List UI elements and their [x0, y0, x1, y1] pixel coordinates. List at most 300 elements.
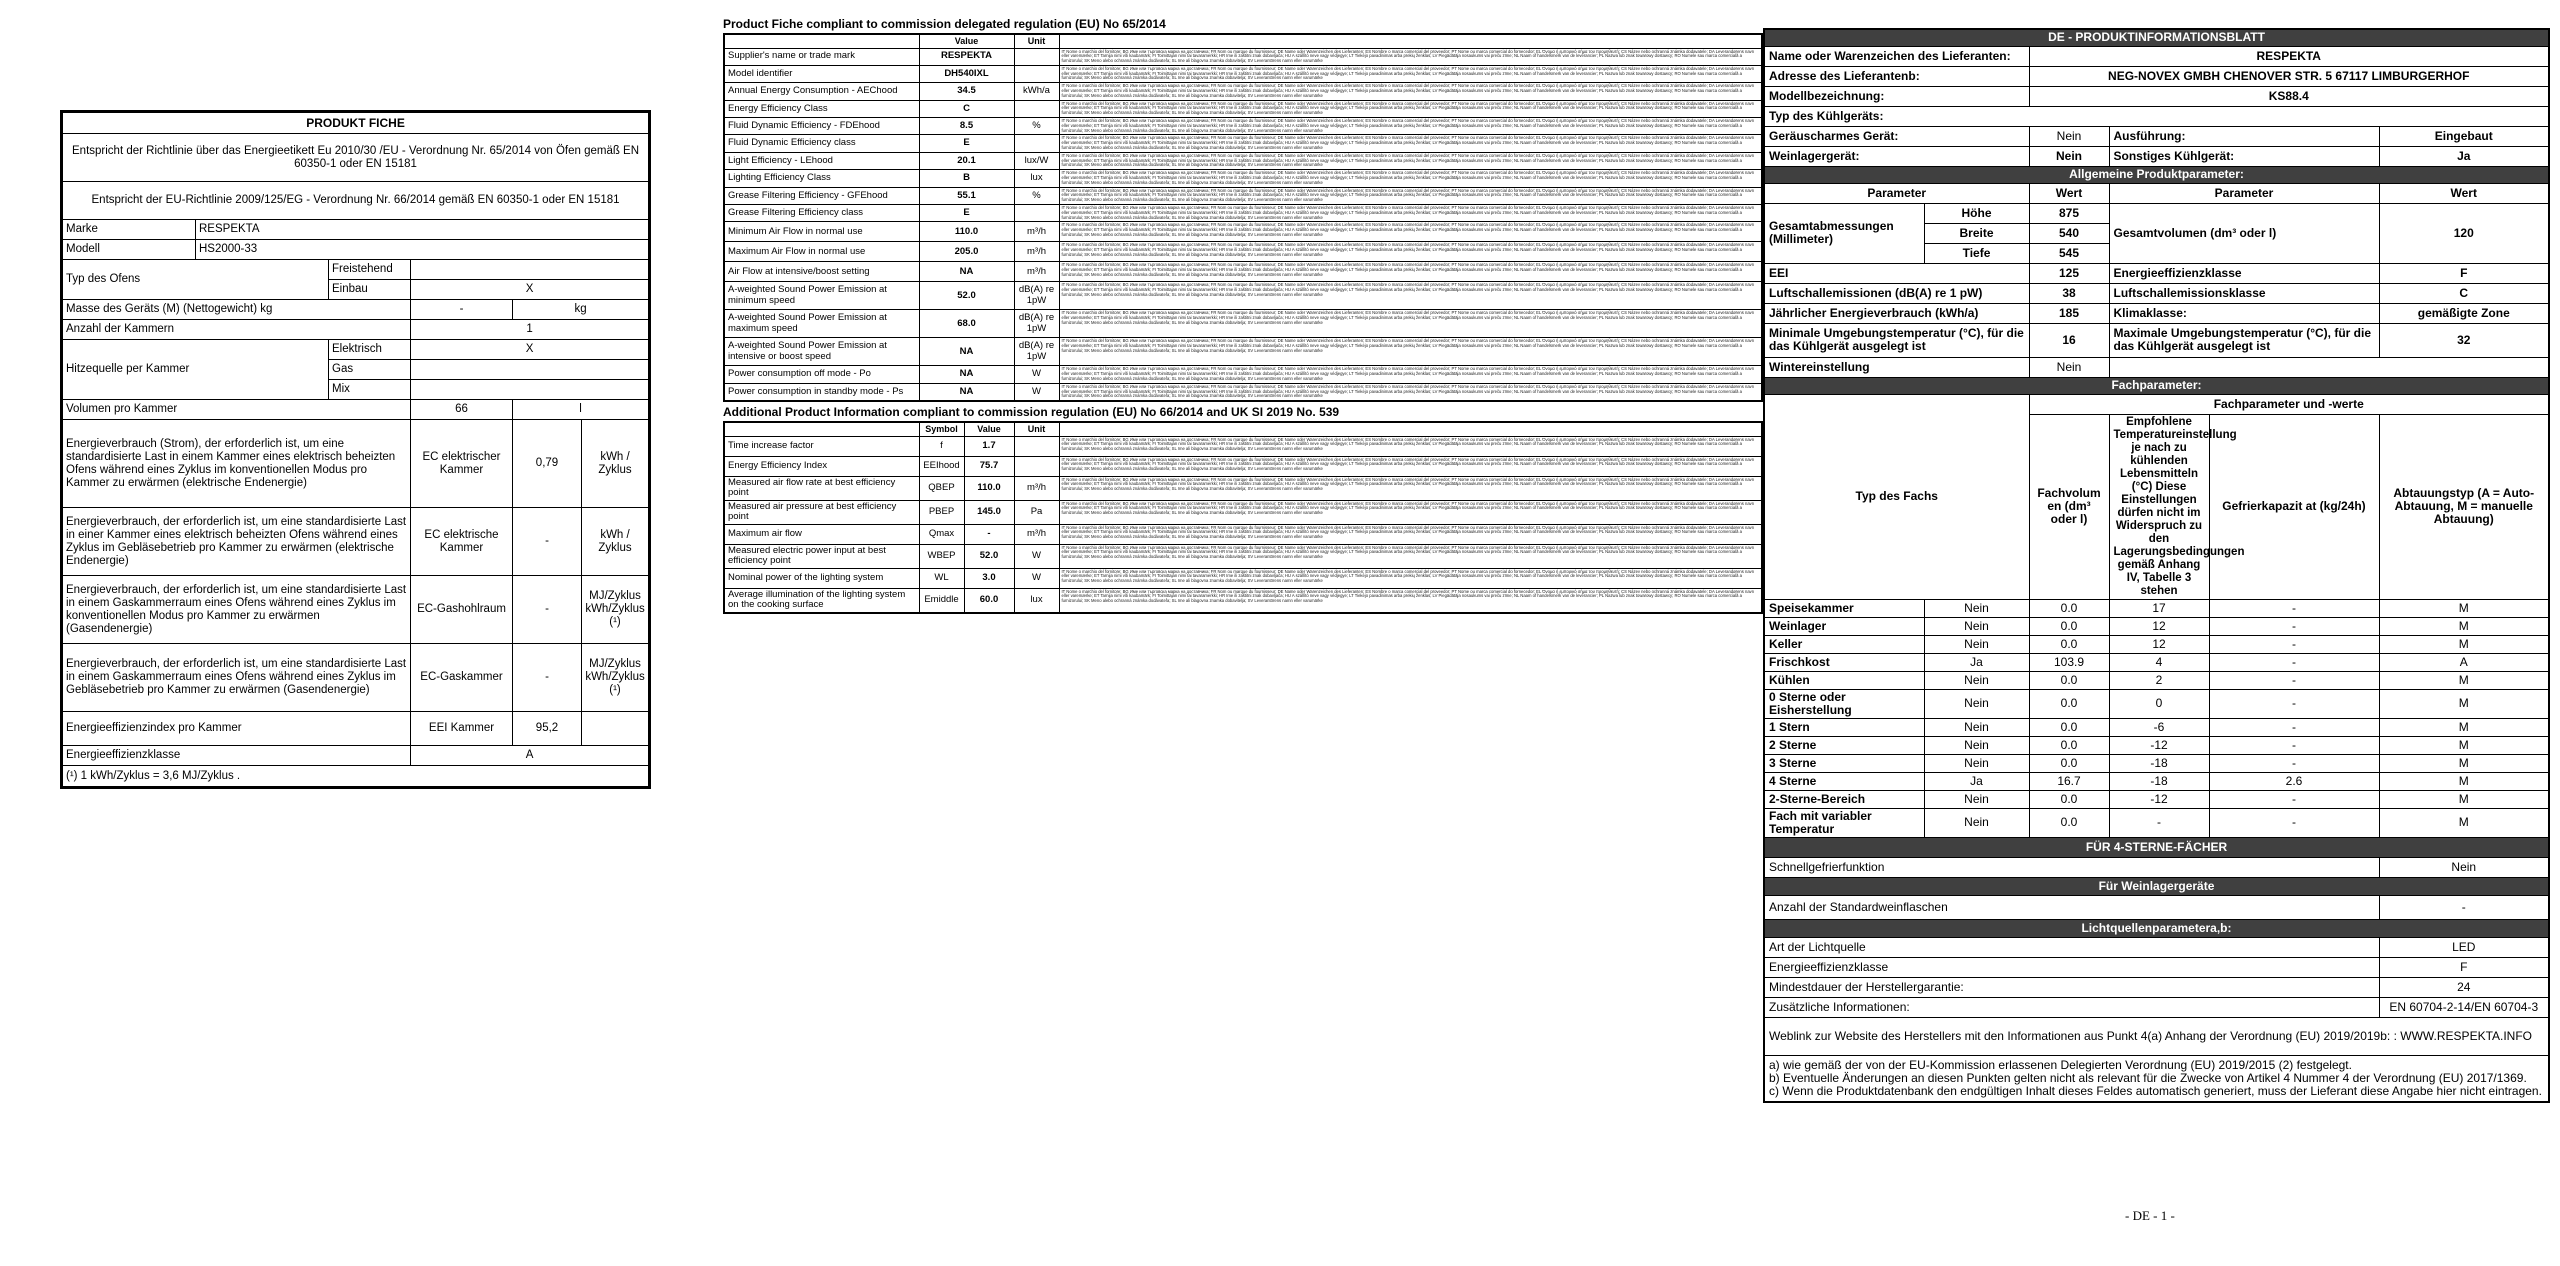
max-temp-value: 32 — [2379, 323, 2549, 357]
compartment-temp: -18 — [2109, 772, 2209, 790]
note-a: a) wie gemäß der von der EU-Kommission erlassenen Delegierten Verordnung (EU) 2019/2015 (2) festgelegt. — [1769, 1057, 2352, 1072]
row-label: Average illumination of the lighting system on the cooking surface — [724, 588, 919, 613]
hood-fiche-row — [724, 222, 1762, 242]
multilingual-text: IT Nome o marchio del fornitore; BG Име или търговска марка на доставчика; FR Nom ou marque du fournisseur; DE Name oder Warenzeichen des Lieferanten; ES Nombre o marca comercial del proveedor; PT Nome ou marca comercial do fornecedor; EL Όνομα ή εμπορικό σήμα του προμηθευτή; CS Název nebo ochranná známka dodavatele; DA Leverandørens navn eller varemærke; ET Tarnija nimi või kaubamärk; FI Toimittajan nimi tai tavaramerkki; HR Ime ili zaštitni znak dobavljača; HU A szállító neve vagy védjegye; LT Tiekėjo pavadinimas arba prekių ženklas; LV Piegādātāja nosaukums vai preču zīme; NL Naam of handelsmerk van de leverancier; PL Nazwa lub znak towarowy dostawcy; RO Numele sau marca comercială a furnizorului; SK Meno alebo ochranná známka dodávateľa; SL Ime ali blagovna znamka dobavitelja; SV Leverantörens namn eller varumärke — [1059, 282, 1762, 310]
row-value: E — [919, 205, 1014, 222]
row-label: Grease Filtering Efficiency - GFEhood — [724, 187, 919, 204]
row-unit: dB(A) re 1pW — [1014, 282, 1059, 310]
energy-class-value: F — [2379, 263, 2549, 283]
extra-info-label: Zusätzliche Informationen: — [1764, 997, 2379, 1017]
compartment-present: Nein — [1924, 617, 2029, 635]
row-label: Nominal power of the lighting system — [724, 568, 919, 588]
energy-class-value: A — [411, 746, 650, 766]
mass-unit: kg — [513, 300, 650, 320]
row-symbol: Emiddle — [919, 588, 964, 613]
compartment-name: 4 Sterne — [1764, 772, 1924, 790]
row-label: Light Efficiency - LEhood — [724, 152, 919, 169]
depth-label: Tiefe — [1924, 243, 2029, 263]
compartment-row — [1764, 689, 2549, 718]
row-unit: m³/h — [1014, 262, 1059, 282]
row-label: Time increase factor — [724, 436, 919, 456]
wine-storage-label: Weinlagergerät: — [1764, 146, 2029, 166]
additional-info-row — [724, 436, 1762, 456]
row-value: 1.7 — [964, 436, 1014, 456]
additional-info-row — [724, 544, 1762, 568]
footnote: (¹) 1 kWh/Zyklus = 3,6 MJ/Zyklus . — [62, 766, 650, 788]
row-value: 205.0 — [919, 242, 1014, 262]
multilingual-text: IT Nome o marchio del fornitore; BG Име или търговска марка на доставчика; FR Nom ou marque du fournisseur; DE Name oder Warenzeichen des Lieferanten; ES Nombre o marca comercial del proveedor; PT Nome ou marca comercial do fornecedor; EL Όνομα ή εμπορικό σήμα του προμηθευτή; CS Název nebo ochranná známka dodavatele; DA Leverandørens navn eller varemærke; ET Tarnija nimi või kaubamärk; FI Toimittajan nimi tai tavaramerkki; HR Ime ili zaštitni znak dobavljača; HU A szállító neve vagy védjegye; LT Tiekėjo pavadinimas arba prekių ženklas; LV Piegādātāja nosaukums vai preču zīme; NL Naam of handelsmerk van de leverancier; PL Nazwa lub znak towarowy dostawcy; RO Numele sau marca comercială a furnizorului; SK Meno alebo ochranná známka dodávateľa; SL Ime ali blagovna znamka dobavitelja; SV Leverantörens namn eller varumärke — [1059, 83, 1762, 100]
compartment-params-subheader: Fachparameter und -werte — [2029, 394, 2549, 414]
volume-unit: l — [513, 400, 650, 420]
builtin-mark: X — [411, 280, 650, 300]
fast-freeze-label: Schnellgefrierfunktion — [1764, 857, 2379, 877]
row-value: 55.1 — [919, 187, 1014, 204]
row-value: 34.5 — [919, 83, 1014, 100]
compartment-present: Nein — [1924, 671, 2029, 689]
row-label: Supplier's name or trade mark — [724, 48, 919, 65]
compartment-volume: 0.0 — [2029, 635, 2109, 653]
light-class-value: F — [2379, 957, 2549, 977]
volume-label: Gesamtvolumen (dm³ oder l) — [2109, 203, 2379, 263]
wine-storage-value: Nein — [2029, 146, 2109, 166]
hood-fiche-row — [724, 65, 1762, 82]
regulation-text-2: Entspricht der EU-Richtlinie 2009/125/EG - Verordnung Nr. 66/2014 gemäß EN 60350-1 oder EN 15181 — [62, 182, 650, 220]
hood-fiche-row — [724, 338, 1762, 366]
ec-electric-conventional-label: Energieverbrauch (Strom), der erforderlich ist, um eine standardisierte Last in einem Kammer eines elektrisch beheizten Ofens während eines Zyklus im konventionellen Modus pro Kammer zu erwärmen (elektrische Endenergie) — [62, 420, 411, 508]
row-unit: m³/h — [1014, 222, 1059, 242]
additional-info-row — [724, 500, 1762, 524]
builtin-label: Einbau — [329, 280, 411, 300]
compartment-volume: 16.7 — [2029, 772, 2109, 790]
row-unit: kWh/a — [1014, 83, 1059, 100]
design-label: Ausführung: — [2109, 126, 2379, 146]
row-label: Grease Filtering Efficiency class — [724, 205, 919, 222]
compartment-freeze: - — [2209, 617, 2379, 635]
design-value: Eingebaut — [2379, 126, 2549, 146]
value-header: Wert — [2029, 183, 2109, 203]
hood-fiche-row — [724, 118, 1762, 135]
general-params-bar: Allgemeine Produktparameter: — [1764, 166, 2549, 183]
min-temp-value: 16 — [2029, 323, 2109, 357]
row-symbol: Qmax — [919, 524, 964, 544]
row-label: Energy Efficiency Index — [724, 456, 919, 476]
additional-info-row — [724, 568, 1762, 588]
compartment-defrost: M — [2379, 617, 2549, 635]
compartment-temp: 12 — [2109, 635, 2209, 653]
wine-bottles-label: Anzahl der Standardweinflaschen — [1764, 895, 2379, 919]
model-id-label: Modellbezeichnung: — [1764, 86, 2029, 106]
multilingual-text: IT Nome o marchio del fornitore; BG Име или търговска марка на доставчика; FR Nom ou marque du fournisseur; DE Name oder Warenzeichen des Lieferanten; ES Nombre o marca comercial del proveedor; PT Nome ou marca comercial do fornecedor; EL Όνομα ή εμπορικό σήμα του προμηθευτή; CS Název nebo ochranná známka dodavatele; DA Leverandørens navn eller varemærke; ET Tarnija nimi või kaubamärk; FI Toimittajan nimi tai tavaramerkki; HR Ime ili zaštitni znak dobavljača; HU A szállító neve vagy védjegye; LT Tiekėjo pavadinimas arba prekių ženklas; LV Piegādātāja nosaukums vai preču zīme; NL Naam of handelsmerk van de leverancier; PL Nazwa lub znak towarowy dostawcy; RO Numele sau marca comercială a furnizorului; SK Meno alebo ochranná známka dodávateľa; SL Ime ali blagovna znamka dobavitelja; SV Leverantörens namn eller varumärke — [1059, 544, 1762, 568]
row-unit: % — [1014, 118, 1059, 135]
multilingual-text: IT Nome o marchio del fornitore; BG Име или търговска марка на доставчика; FR Nom ou marque du fournisseur; DE Name oder Warenzeichen des Lieferanten; ES Nombre o marca comercial del proveedor; PT Nome ou marca comercial do fornecedor; EL Όνομα ή εμπορικό σήμα του προμηθευτή; CS Název nebo ochranná známka dodavatele; DA Leverandørens navn eller varemærke; ET Tarnija nimi või kaubamärk; FI Toimittajan nimi tai tavaramerkki; HR Ime ili zaštitni znak dobavljača; HU A szállító neve vagy védjegye; LT Tiekėjo pavadinimas arba prekių ženklas; LV Piegādātāja nosaukums vai preču zīme; NL Naam of handelsmerk van de leverancier; PL Nazwa lub znak towarowy dostawcy; RO Numele sau marca comercială a furnizorului; SK Meno alebo ochranná známka dodávateľa; SL Ime ali blagovna znamka dobavitelja; SV Leverantörens namn eller varumärke — [1059, 65, 1762, 82]
row-unit — [1014, 48, 1059, 65]
multilingual-text: IT Nome o marchio del fornitore; BG Име или търговска марка на доставчика; FR Nom ou marque du fournisseur; DE Name oder Warenzeichen des Lieferanten; ES Nombre o marca comercial del proveedor; PT Nome ou marca comercial do fornecedor; EL Όνομα ή εμπορικό σήμα του προμηθευτή; CS Název nebo ochranná známka dodavatele; DA Leverandørens navn eller varemærke; ET Tarnija nimi või kaubamärk; FI Toimittajan nimi tai tavaramerkki; HR Ime ili zaštitni znak dobavljača; HU A szállító neve vagy védjegye; LT Tiekėjo pavadinimas arba prekių ženklas; LV Piegādātāja nosaukums vai preču zīme; NL Naam of handelsmerk van de leverancier; PL Nazwa lub znak towarowy dostawcy; RO Numele sau marca comercială a furnizorului; SK Meno alebo ochranná známka dodávateľa; SL Ime ali blagovna znamka dobavitelja; SV Leverantörens namn eller varumärke — [1059, 588, 1762, 613]
compartment-freeze: - — [2209, 736, 2379, 754]
compartment-row — [1764, 671, 2549, 689]
light-type-value: LED — [2379, 937, 2549, 957]
hood-fiche-row — [724, 48, 1762, 65]
compartment-defrost: M — [2379, 736, 2549, 754]
multilingual-text: IT Nome o marchio del fornitore; BG Име или търговска марка на доставчика; FR Nom ou marque du fournisseur; DE Name oder Warenzeichen des Lieferanten; ES Nombre o marca comercial del proveedor; PT Nome ou marca comercial do fornecedor; EL Όνομα ή εμπορικό σήμα του προμηθευτή; CS Název nebo ochranná známka dodavatele; DA Leverandørens navn eller varemærke; ET Tarnija nimi või kaubamärk; FI Toimittajan nimi tai tavaramerkki; HR Ime ili zaštitni znak dobavljača; HU A szállító neve vagy védjegye; LT Tiekėjo pavadinimas arba prekių ženklas; LV Piegādātāja nosaukums vai preču zīme; NL Naam of handelsmerk van de leverancier; PL Nazwa lub znak towarowy dostawcy; RO Numele sau marca comercială a furnizorului; SK Meno alebo ochranná známka dodávateľa; SL Ime ali blagovna znamka dobavitelja; SV Leverantörens namn eller varumärke — [1059, 222, 1762, 242]
row-unit: dB(A) re 1pW — [1014, 338, 1059, 366]
multilingual-text: IT Nome o marchio del fornitore; BG Име или търговска марка на доставчика; FR Nom ou marque du fournisseur; DE Name oder Warenzeichen des Lieferanten; ES Nombre o marca comercial del proveedor; PT Nome ou marca comercial do fornecedor; EL Όνομα ή εμπορικό σήμα του προμηθευτή; CS Název nebo ochranná známka dodavatele; DA Leverandørens navn eller varemærke; ET Tarnija nimi või kaubamärk; FI Toimittajan nimi tai tavaramerkki; HR Ime ili zaštitni znak dobavljača; HU A szállító neve vagy védjegye; LT Tiekėjo pavadinimas arba prekių ženklas; LV Piegādātāja nosaukums vai preču zīme; NL Naam of handelsmerk van de leverancier; PL Nazwa lub znak towarowy dostawcy; RO Numele sau marca comercială a furnizorului; SK Meno alebo ochranná známka dodávateľa; SL Ime ali blagovna znamka dobavitelja; SV Leverantörens namn eller varumärke — [1059, 338, 1762, 366]
page-number: - DE - 1 - — [2125, 1208, 2175, 1223]
appliance-type-label: Typ des Kühlgeräts: — [1764, 106, 2549, 126]
quiet-value: Nein — [2029, 126, 2109, 146]
row-value: 60.0 — [964, 588, 1014, 613]
compartment-defrost: M — [2379, 808, 2549, 837]
compartment-volume: 0.0 — [2029, 599, 2109, 617]
ec-electric-conventional-unit: kWh / Zyklus — [582, 420, 650, 508]
row-value: 8.5 — [919, 118, 1014, 135]
multilingual-text: IT Nome o marchio del fornitore; BG Име или търговска марка на доставчика; FR Nom ou marque du fournisseur; DE Name oder Warenzeichen des Lieferanten; ES Nombre o marca comercial del proveedor; PT Nome ou marca comercial do fornecedor; EL Όνομα ή εμπορικό σήμα του προμηθευτή; CS Název nebo ochranná známka dodavatele; DA Leverandørens navn eller varemærke; ET Tarnija nimi või kaubamärk; FI Toimittajan nimi tai tavaramerkki; HR Ime ili zaštitni znak dobavljača; HU A szállító neve vagy védjegye; LT Tiekėjo pavadinimas arba prekių ženklas; LV Piegādātāja nosaukums vai preču zīme; NL Naam of handelsmerk van de leverancier; PL Nazwa lub znak towarowy dostawcy; RO Numele sau marca comercială a furnizorului; SK Meno alebo ochranná známka dodávateľa; SL Ime ali blagovna znamka dobavitelja; SV Leverantörens namn eller varumärke — [1059, 436, 1762, 456]
compartment-present: Ja — [1924, 772, 2029, 790]
compartment-row — [1764, 736, 2549, 754]
row-label: Measured electric power input at best efficiency point — [724, 544, 919, 568]
warranty-value: 24 — [2379, 977, 2549, 997]
hood-fiche-row — [724, 100, 1762, 117]
row-label: Lighting Efficiency Class — [724, 170, 919, 187]
energy-class-label: Energieeffizienzklasse — [62, 746, 411, 766]
compartment-volume: 0.0 — [2029, 790, 2109, 808]
row-label: A-weighted Sound Power Emission at maximum speed — [724, 310, 919, 338]
quiet-label: Geräuscharmes Gerät: — [1764, 126, 2029, 146]
compartment-name: Frischkost — [1764, 653, 1924, 671]
multilingual-text: IT Nome o marchio del fornitore; BG Име или търговска марка на доставчика; FR Nom ou marque du fournisseur; DE Name oder Warenzeichen des Lieferanten; ES Nombre o marca comercial del proveedor; PT Nome ou marca comercial do fornecedor; EL Όνομα ή εμπορικό σήμα του προμηθευτή; CS Název nebo ochranná známka dodavatele; DA Leverandørens navn eller varemærke; ET Tarnija nimi või kaubamärk; FI Toimittajan nimi tai tavaramerkki; HR Ime ili zaštitni znak dobavljača; HU A szállító neve vagy védjegye; LT Tiekėjo pavadinimas arba prekių ženklas; LV Piegādātāja nosaukums vai preču zīme; NL Naam of handelsmerk van de leverancier; PL Nazwa lub znak towarowy dostawcy; RO Numele sau marca comercială a furnizorului; SK Meno alebo ochranná známka dodávateľa; SL Ime ali blagovna znamka dobavitelja; SV Leverantörens namn eller varumärke — [1059, 366, 1762, 383]
row-unit: W — [1014, 366, 1059, 383]
row-label: Annual Energy Consumption - AEChood — [724, 83, 919, 100]
col-value-header: Value — [919, 34, 1014, 48]
compartment-present: Nein — [1924, 754, 2029, 772]
row-unit: m³/h — [1014, 524, 1059, 544]
light-class-label: Energieeffizienzklasse — [1764, 957, 2379, 977]
light-source-bar: Lichtquellenparametera,b: — [1764, 919, 2549, 937]
row-unit — [1014, 436, 1059, 456]
compartment-type-header: Typ des Fachs — [1764, 394, 2029, 599]
address-value: NEG-NOVEX GMBH CHENOVER STR. 5 67117 LIMBURGERHOF — [2029, 66, 2549, 86]
row-value: C — [919, 100, 1014, 117]
compartment-volume: 0.0 — [2029, 754, 2109, 772]
annual-energy-label: Jährlicher Energieverbrauch (kWh/a) — [1764, 303, 2029, 323]
supplier-label: Name oder Warenzeichen des Lieferanten: — [1764, 46, 2029, 66]
compartment-volume: 0.0 — [2029, 736, 2109, 754]
compartment-volume: 0.0 — [2029, 617, 2109, 635]
compartment-defrost: M — [2379, 790, 2549, 808]
compartment-temp: -12 — [2109, 736, 2209, 754]
multilingual-text: IT Nome o marchio del fornitore; BG Име или търговска марка на доставчика; FR Nom ou marque du fournisseur; DE Name oder Warenzeichen des Lieferanten; ES Nombre o marca comercial del proveedor; PT Nome ou marca comercial do fornecedor; EL Όνομα ή εμπορικό σήμα του προμηθευτή; CS Název nebo ochranná známka dodavatele; DA Leverandørens navn eller varemærke; ET Tarnija nimi või kaubamärk; FI Toimittajan nimi tai tavaramerkki; HR Ime ili zaštitni znak dobavljača; HU A szállító neve vagy védjegye; LT Tiekėjo pavadinimas arba prekių ženklas; LV Piegādātāja nosaukums vai preču zīme; NL Naam of handelsmerk van de leverancier; PL Nazwa lub znak towarowy dostawcy; RO Numele sau marca comercială a furnizorului; SK Meno alebo ochranná známka dodávateľa; SL Ime ali blagovna znamka dobavitelja; SV Leverantörens namn eller varumärke — [1059, 568, 1762, 588]
freestanding-label: Freistehend — [329, 260, 411, 280]
defrost-type-header: Abtauungstyp (A = Auto-Abtauung, M = manuelle Abtauung) — [2379, 414, 2549, 599]
compartment-temp: - — [2109, 808, 2209, 837]
extra-info-value: EN 60704-2-14/EN 60704-3 — [2379, 997, 2549, 1017]
additional-info-row — [724, 524, 1762, 544]
row-unit: W — [1014, 544, 1059, 568]
noise-class-value: C — [2379, 283, 2549, 303]
compartment-present: Nein — [1924, 718, 2029, 736]
additional-info-row — [724, 456, 1762, 476]
row-label: Maximum Air Flow in normal use — [724, 242, 919, 262]
row-value: 52.0 — [919, 282, 1014, 310]
row-value: RESPEKTA — [919, 48, 1014, 65]
compartment-present: Nein — [1924, 790, 2029, 808]
ec-gas-fan-symbol: EC-Gaskammer — [411, 644, 513, 712]
row-unit: dB(A) re 1pW — [1014, 310, 1059, 338]
row-unit — [1014, 65, 1059, 82]
hood-fiche-row — [724, 262, 1762, 282]
electric-mark: X — [411, 340, 650, 360]
address-label: Adresse des Lieferantenb: — [1764, 66, 2029, 86]
compartment-name: 2-Sterne-Bereich — [1764, 790, 1924, 808]
compartment-volume: 0.0 — [2029, 671, 2109, 689]
ec-gas-fan-label: Energieverbrauch, der erforderlich ist, um eine standardisierte Last in einem Gaskammerraum eines Ofens während eines Zyklus im Gebläsebetrieb pro Kammer zu erwärmen (Gasendenergie) — [62, 644, 411, 712]
multilingual-text: IT Nome o marchio del fornitore; BG Име или търговска марка на доставчика; FR Nom ou marque du fournisseur; DE Name oder Warenzeichen des Lieferanten; ES Nombre o marca comercial del proveedor; PT Nome ou marca comercial do fornecedor; EL Όνομα ή εμπορικό σήμα του προμηθευτή; CS Název nebo ochranná známka dodavatele; DA Leverandørens navn eller varemærke; ET Tarnija nimi või kaubamärk; FI Toimittajan nimi tai tavaramerkki; HR Ime ili zaštitni znak dobavljača; HU A szállító neve vagy védjegye; LT Tiekėjo pavadinimas arba prekių ženklas; LV Piegādātāja nosaukums vai preču zīme; NL Naam of handelsmerk van de leverancier; PL Nazwa lub znak towarowy dostawcy; RO Numele sau marca comercială a furnizorului; SK Meno alebo ochranná známka dodávateľa; SL Ime ali blagovna znamka dobavitelja; SV Leverantörens namn eller varumärke — [1059, 205, 1762, 222]
additional-info-row — [724, 476, 1762, 500]
dimensions-label: Gesamtabmessungen (Millimeter) — [1764, 203, 1924, 263]
model-id-value: KS88.4 — [2029, 86, 2549, 106]
max-temp-label: Maximale Umgebungstemperatur (°C), für die das Kühlgerät ausgelegt ist — [2109, 323, 2379, 357]
supplier-value: RESPEKTA — [2029, 46, 2549, 66]
param-header-2: Parameter — [2109, 183, 2379, 203]
hood-fiche-row — [724, 152, 1762, 169]
multilingual-text: IT Nome o marchio del fornitore; BG Име или търговска марка на доставчика; FR Nom ou marque du fournisseur; DE Name oder Warenzeichen des Lieferanten; ES Nombre o marca comercial del proveedor; PT Nome ou marca comercial do fornecedor; EL Όνομα ή εμπορικό σήμα του προμηθευτή; CS Název nebo ochranná známka dodavatele; DA Leverandørens navn eller varemærke; ET Tarnija nimi või kaubamärk; FI Toimittajan nimi tai tavaramerkki; HR Ime ili zaštitni znak dobavljača; HU A szállító neve vagy védjegye; LT Tiekėjo pavadinimas arba prekių ženklas; LV Piegādātāja nosaukums vai preču zīme; NL Naam of handelsmerk van de leverancier; PL Nazwa lub znak towarowy dostawcy; RO Numele sau marca comercială a furnizorului; SK Meno alebo ochranná známka dodávateľa; SL Ime ali blagovna znamka dobavitelja; SV Leverantörens namn eller varumärke — [1059, 262, 1762, 282]
hood-fiche-row — [724, 170, 1762, 187]
compartment-temp: -6 — [2109, 718, 2209, 736]
hood-fiche-row — [724, 135, 1762, 152]
compartment-temp: 0 — [2109, 689, 2209, 718]
compartment-defrost: M — [2379, 635, 2549, 653]
note-b: b) Eventuelle Änderungen an diesen Punkten gelten nicht als relevant für die Zwecke von Artikel 4 Nummer 4 der Verordnung (EU) 2017/1369. — [1769, 1070, 2527, 1085]
row-value: 52.0 — [964, 544, 1014, 568]
recommended-temp-header: Empfohlene Temperatureinstellung je nach zu kühlenden Lebensmitteln (°C) Diese Einstellungen dürfen nicht im Widerspruch zu den Lagerungsbedingungen gemäß Anhang IV, Tabelle 3 stehen — [2109, 414, 2209, 599]
compartment-present: Nein — [1924, 635, 2029, 653]
warranty-label: Mindestdauer der Herstellergarantie: — [1764, 977, 2379, 997]
additional-info-row — [724, 588, 1762, 613]
compartment-present: Nein — [1924, 808, 2029, 837]
volume-value: 66 — [411, 400, 513, 420]
compartment-freeze: - — [2209, 653, 2379, 671]
other-appliance-value: Ja — [2379, 146, 2549, 166]
ec-gas-conventional-symbol: EC-Gashohlraum — [411, 576, 513, 644]
row-label: Measured air flow rate at best efficiency point — [724, 476, 919, 500]
ec-gas-conventional-unit: MJ/Zyklus kWh/Zyklus (¹) — [582, 576, 650, 644]
row-value: B — [919, 170, 1014, 187]
col-unit-header: Unit — [1014, 34, 1059, 48]
row-value: NA — [919, 383, 1014, 401]
row-unit: lux — [1014, 170, 1059, 187]
fast-freeze-value: Nein — [2379, 857, 2549, 877]
sheet-title: DE - PRODUKTINFORMATIONSBLATT — [1764, 29, 2549, 46]
noise-class-label: Luftschallemissionsklasse — [2109, 283, 2379, 303]
compartment-volume: 0.0 — [2029, 718, 2109, 736]
compartment-volume: 103.9 — [2029, 653, 2109, 671]
compartment-name: Speisekammer — [1764, 599, 1924, 617]
row-value: - — [964, 524, 1014, 544]
row-label: Power consumption in standby mode - Ps — [724, 383, 919, 401]
compartment-row — [1764, 635, 2549, 653]
row-label: Minimum Air Flow in normal use — [724, 222, 919, 242]
compartment-name: 0 Sterne oder Eisherstellung — [1764, 689, 1924, 718]
row-label: Measured air pressure at best efficiency point — [724, 500, 919, 524]
compartment-temp: -12 — [2109, 790, 2209, 808]
row-value: 3.0 — [964, 568, 1014, 588]
row-label: A-weighted Sound Power Emission at intensive or boost speed — [724, 338, 919, 366]
hood-fiche-row — [724, 83, 1762, 100]
hood-fiche-row — [724, 282, 1762, 310]
climate-class-value: gemäßigte Zone — [2379, 303, 2549, 323]
compartment-temp: 12 — [2109, 617, 2209, 635]
hood-fiche-title: Product Fiche compliant to commission delegated regulation (EU) No 65/2014 — [723, 17, 1166, 31]
col-symbol-header: Symbol — [919, 422, 964, 436]
compartment-present: Nein — [1924, 689, 2029, 718]
brand-value: RESPEKTA — [196, 220, 650, 240]
col-unit-header-2: Unit — [1014, 422, 1059, 436]
compartment-temp: -18 — [2109, 754, 2209, 772]
oven-type-label: Typ des Ofens — [62, 260, 329, 300]
mix-label: Mix — [329, 380, 411, 400]
row-value: DH540IXL — [919, 65, 1014, 82]
compartment-defrost: M — [2379, 772, 2549, 790]
noise-value: 38 — [2029, 283, 2109, 303]
multilingual-text: IT Nome o marchio del fornitore; BG Име или търговска марка на доставчика; FR Nom ou marque du fournisseur; DE Name oder Warenzeichen des Lieferanten; ES Nombre o marca comercial del proveedor; PT Nome ou marca comercial do fornecedor; EL Όνομα ή εμπορικό σήμα του προμηθευτή; CS Název nebo ochranná známka dodavatele; DA Leverandørens navn eller varemærke; ET Tarnija nimi või kaubamärk; FI Toimittajan nimi tai tavaramerkki; HR Ime ili zaštitni znak dobavljača; HU A szállító neve vagy védjegye; LT Tiekėjo pavadinimas arba prekių ženklas; LV Piegādātāja nosaukums vai preču zīme; NL Naam of handelsmerk van de leverancier; PL Nazwa lub znak towarowy dostawcy; RO Numele sau marca comercială a furnizorului; SK Meno alebo ochranná známka dodávateľa; SL Ime ali blagovna znamka dobavitelja; SV Leverantörens namn eller varumärke — [1059, 118, 1762, 135]
note-c: c) Wenn die Produktdatenbank den endgültigen Inhalt dieses Feldes automatisch generiert, muss der Lieferant diese Angabe hier nicht eintragen. — [1769, 1083, 2542, 1098]
compartment-freeze: - — [2209, 808, 2379, 837]
compartment-freeze: - — [2209, 599, 2379, 617]
row-unit — [1014, 100, 1059, 117]
compartment-name: Keller — [1764, 635, 1924, 653]
compartment-temp: 2 — [2109, 671, 2209, 689]
width-label: Breite — [1924, 223, 2029, 243]
row-value: E — [919, 135, 1014, 152]
row-unit: Pa — [1014, 500, 1059, 524]
hood-fiche-row — [724, 310, 1762, 338]
row-symbol: f — [919, 436, 964, 456]
compartment-row — [1764, 617, 2549, 635]
wine-bottles-value: - — [2379, 895, 2549, 919]
four-star-bar: FÜR 4-STERNE-FÄCHER — [1764, 837, 2549, 857]
compartment-freeze: - — [2209, 754, 2379, 772]
compartment-name: Kühlen — [1764, 671, 1924, 689]
row-label: Power consumption off mode - Po — [724, 366, 919, 383]
multilingual-text: IT Nome o marchio del fornitore; BG Име или търговска марка на доставчика; FR Nom ou marque du fournisseur; DE Name oder Warenzeichen des Lieferanten; ES Nombre o marca comercial del proveedor; PT Nome ou marca comercial do fornecedor; EL Όνομα ή εμπορικό σήμα του προμηθευτή; CS Název nebo ochranná známka dodavatele; DA Leverandørens navn eller varemærke; ET Tarnija nimi või kaubamärk; FI Toimittajan nimi tai tavaramerkki; HR Ime ili zaštitni znak dobavljača; HU A szállító neve vagy védjegye; LT Tiekėjo pavadinimas arba prekių ženklas; LV Piegādātāja nosaukums vai preču zīme; NL Naam of handelsmerk van de leverancier; PL Nazwa lub znak towarowy dostawcy; RO Numele sau marca comercială a furnizorului; SK Meno alebo ochranná známka dodávateľa; SL Ime ali blagovna znamka dobavitelja; SV Leverantörens namn eller varumärke — [1059, 476, 1762, 500]
col-value-header-2: Value — [964, 422, 1014, 436]
hood-fiche-row — [724, 242, 1762, 262]
winter-setting-value: Nein — [2029, 357, 2109, 377]
model-label: Modell — [62, 240, 196, 260]
weblink-text: Weblink zur Website des Herstellers mit den Informationen aus Punkt 4(a) Anhang der Verordnung (EU) 2019/2019b: : WWW.RESPEKTA.INFO — [1764, 1017, 2549, 1055]
compartment-defrost: M — [2379, 671, 2549, 689]
compartment-present: Ja — [1924, 653, 2029, 671]
multilingual-text: IT Nome o marchio del fornitore; BG Име или търговска марка на доставчика; FR Nom ou marque du fournisseur; DE Name oder Warenzeichen des Lieferanten; ES Nombre o marca comercial del proveedor; PT Nome ou marca comercial do fornecedor; EL Όνομα ή εμπορικό σήμα του προμηθευτή; CS Název nebo ochranná známka dodavatele; DA Leverandørens navn eller varemærke; ET Tarnija nimi või kaubamärk; FI Toimittajan nimi tai tavaramerkki; HR Ime ili zaštitni znak dobavljača; HU A szállító neve vagy védjegye; LT Tiekėjo pavadinimas arba prekių ženklas; LV Piegādātāja nosaukums vai preču zīme; NL Naam of handelsmerk van de leverancier; PL Nazwa lub znak towarowy dostawcy; RO Numele sau marca comercială a furnizorului; SK Meno alebo ochranná známka dodávateľa; SL Ime ali blagovna znamka dobavitelja; SV Leverantörens namn eller varumärke — [1059, 456, 1762, 476]
volume-value: 120 — [2379, 203, 2549, 263]
row-unit — [1014, 205, 1059, 222]
heat-source-label: Hitzequelle per Kammer — [62, 340, 329, 400]
multilingual-text: IT Nome o marchio del fornitore; BG Име или търговска марка на доставчика; FR Nom ou marque du fournisseur; DE Name oder Warenzeichen des Lieferanten; ES Nombre o marca comercial del proveedor; PT Nome ou marca comercial do fornecedor; EL Όνομα ή εμπορικό σήμα του προμηθευτή; CS Název nebo ochranná známka dodavatele; DA Leverandørens navn eller varemærke; ET Tarnija nimi või kaubamärk; FI Toimittajan nimi tai tavaramerkki; HR Ime ili zaštitni znak dobavljača; HU A szállító neve vagy védjegye; LT Tiekėjo pavadinimas arba prekių ženklas; LV Piegādātāja nosaukums vai preču zīme; NL Naam of handelsmerk van de leverancier; PL Nazwa lub znak towarowy dostawcy; RO Numele sau marca comercială a furnizorului; SK Meno alebo ochranná známka dodávateľa; SL Ime ali blagovna znamka dobavitelja; SV Leverantörens namn eller varumärke — [1059, 500, 1762, 524]
row-unit: lux/W — [1014, 152, 1059, 169]
row-symbol: EEIhood — [919, 456, 964, 476]
hood-fiche-row — [724, 187, 1762, 204]
height-value: 875 — [2029, 203, 2109, 223]
eei-symbol: EEI Kammer — [411, 712, 513, 746]
multilingual-text: IT Nome o marchio del fornitore; BG Име или търговска марка на доставчика; FR Nom ou marque du fournisseur; DE Name oder Warenzeichen des Lieferanten; ES Nombre o marca comercial del proveedor; PT Nome ou marca comercial do fornecedor; EL Όνομα ή εμπορικό σήμα του προμηθευτή; CS Název nebo ochranná známka dodavatele; DA Leverandørens navn eller varemærke; ET Tarnija nimi või kaubamärk; FI Toimittajan nimi tai tavaramerkki; HR Ime ili zaštitni znak dobavljača; HU A szállító neve vagy védjegye; LT Tiekėjo pavadinimas arba prekių ženklas; LV Piegādātāja nosaukums vai preču zīme; NL Naam of handelsmerk van de leverancier; PL Nazwa lub znak towarowy dostawcy; RO Numele sau marca comercială a furnizorului; SK Meno alebo ochranná známka dodávateľa; SL Ime ali blagovna znamka dobavitelja; SV Leverantörens namn eller varumärke — [1059, 242, 1762, 262]
hood-fiche-row — [724, 205, 1762, 222]
param-header: Parameter — [1764, 183, 2029, 203]
eei-value: 95,2 — [513, 712, 582, 746]
hood-product-fiche — [723, 16, 1763, 614]
volume-label: Volumen pro Kammer — [62, 400, 411, 420]
compartment-name: 2 Sterne — [1764, 736, 1924, 754]
row-label: Air Flow at intensive/boost setting — [724, 262, 919, 282]
multilingual-text: IT Nome o marchio del fornitore; BG Име или търговска марка на доставчика; FR Nom ou marque du fournisseur; DE Name oder Warenzeichen des Lieferanten; ES Nombre o marca comercial del proveedor; PT Nome ou marca comercial do fornecedor; EL Όνομα ή εμπορικό σήμα του προμηθευτή; CS Název nebo ochranná známka dodavatele; DA Leverandørens navn eller varemærke; ET Tarnija nimi või kaubamärk; FI Toimittajan nimi tai tavaramerkki; HR Ime ili zaštitni znak dobavljača; HU A szállító neve vagy védjegye; LT Tiekėjo pavadinimas arba prekių ženklas; LV Piegādātāja nosaukums vai preču zīme; NL Naam of handelsmerk van de leverancier; PL Nazwa lub znak towarowy dostawcy; RO Numele sau marca comercială a furnizorului; SK Meno alebo ochranná známka dodávateľa; SL Ime ali blagovna znamka dobavitelja; SV Leverantörens namn eller varumärke — [1059, 383, 1762, 401]
compartment-volume: 0.0 — [2029, 808, 2109, 837]
compartment-freeze: 2.6 — [2209, 772, 2379, 790]
compartment-defrost: A — [2379, 653, 2549, 671]
multilingual-text: IT Nome o marchio del fornitore; BG Име или търговска марка на доставчика; FR Nom ou marque du fournisseur; DE Name oder Warenzeichen des Lieferanten; ES Nombre o marca comercial del proveedor; PT Nome ou marca comercial do fornecedor; EL Όνομα ή εμπορικό σήμα του προμηθευτή; CS Název nebo ochranná známka dodavatele; DA Leverandørens navn eller varemærke; ET Tarnija nimi või kaubamärk; FI Toimittajan nimi tai tavaramerkki; HR Ime ili zaštitni znak dobavljača; HU A szállító neve vagy védjegye; LT Tiekėjo pavadinimas arba prekių ženklas; LV Piegādātāja nosaukums vai preču zīme; NL Naam of handelsmerk van de leverancier; PL Nazwa lub znak towarowy dostawcy; RO Numele sau marca comercială a furnizorului; SK Meno alebo ochranná známka dodávateľa; SL Ime ali blagovna znamka dobavitelja; SV Leverantörens namn eller varumärke — [1059, 310, 1762, 338]
row-value: 68.0 — [919, 310, 1014, 338]
value-header-2: Wert — [2379, 183, 2549, 203]
row-value: 145.0 — [964, 500, 1014, 524]
width-value: 540 — [2029, 223, 2109, 243]
row-unit: W — [1014, 568, 1059, 588]
mass-label: Masse des Geräts (M) (Nettogewicht) kg — [62, 300, 411, 320]
chambers-label: Anzahl der Kammern — [62, 320, 411, 340]
compartment-present: Nein — [1924, 599, 2029, 617]
fridge-product-info-sheet — [1763, 28, 2548, 1103]
eei-value: 125 — [2029, 263, 2109, 283]
energy-class-label: Energieeffizienzklasse — [2109, 263, 2379, 283]
hood-fiche-row — [724, 366, 1762, 383]
compartment-defrost: M — [2379, 599, 2549, 617]
gas-label: Gas — [329, 360, 411, 380]
compartment-freeze: - — [2209, 790, 2379, 808]
row-label: Fluid Dynamic Efficiency - FDEhood — [724, 118, 919, 135]
row-label: Energy Efficiency Class — [724, 100, 919, 117]
compartment-defrost: M — [2379, 689, 2549, 718]
compartment-row — [1764, 754, 2549, 772]
ec-gas-conventional-value: - — [513, 576, 582, 644]
row-value: 110.0 — [964, 476, 1014, 500]
compartment-defrost: M — [2379, 754, 2549, 772]
multilingual-text: IT Nome o marchio del fornitore; BG Име или търговска марка на доставчика; FR Nom ou marque du fournisseur; DE Name oder Warenzeichen des Lieferanten; ES Nombre o marca comercial del proveedor; PT Nome ou marca comercial do fornecedor; EL Όνομα ή εμπορικό σήμα του προμηθευτή; CS Název nebo ochranná známka dodavatele; DA Leverandørens navn eller varemærke; ET Tarnija nimi või kaubamärk; FI Toimittajan nimi tai tavaramerkki; HR Ime ili zaštitni znak dobavljača; HU A szállító neve vagy védjegye; LT Tiekėjo pavadinimas arba prekių ženklas; LV Piegādātāja nosaukums vai preču zīme; NL Naam of handelsmerk van de leverancier; PL Nazwa lub znak towarowy dostawcy; RO Numele sau marca comercială a furnizorului; SK Meno alebo ochranná známka dodávateľa; SL Ime ali blagovna znamka dobavitelja; SV Leverantörens namn eller varumärke — [1059, 135, 1762, 152]
row-unit — [1014, 456, 1059, 476]
compartment-temp: 4 — [2109, 653, 2209, 671]
row-symbol: QBEP — [919, 476, 964, 500]
fiche-title: PRODUKT FICHE — [62, 112, 650, 134]
ec-electric-fan-value: - — [513, 508, 582, 576]
multilingual-text: IT Nome o marchio del fornitore; BG Име или търговска марка на доставчика; FR Nom ou marque du fournisseur; DE Name oder Warenzeichen des Lieferanten; ES Nombre o marca comercial del proveedor; PT Nome ou marca comercial do fornecedor; EL Όνομα ή εμπορικό σήμα του προμηθευτή; CS Název nebo ochranná známka dodavatele; DA Leverandørens navn eller varemærke; ET Tarnija nimi või kaubamärk; FI Toimittajan nimi tai tavaramerkki; HR Ime ili zaštitni znak dobavljača; HU A szállító neve vagy védjegye; LT Tiekėjo pavadinimas arba prekių ženklas; LV Piegādātāja nosaukums vai preču zīme; NL Naam of handelsmerk van de leverancier; PL Nazwa lub znak towarowy dostawcy; RO Numele sau marca comercială a furnizorului; SK Meno alebo ochranná známka dodávateľa; SL Ime ali blagovna znamka dobavitelja; SV Leverantörens namn eller varumärke — [1059, 48, 1762, 65]
compartment-row — [1764, 718, 2549, 736]
compartment-name: 3 Sterne — [1764, 754, 1924, 772]
depth-value: 545 — [2029, 243, 2109, 263]
row-unit: % — [1014, 187, 1059, 204]
row-symbol: WBEP — [919, 544, 964, 568]
compartment-freeze: - — [2209, 718, 2379, 736]
multilingual-text: IT Nome o marchio del fornitore; BG Име или търговска марка на доставчика; FR Nom ou marque du fournisseur; DE Name oder Warenzeichen des Lieferanten; ES Nombre o marca comercial del proveedor; PT Nome ou marca comercial do fornecedor; EL Όνομα ή εμπορικό σήμα του προμηθευτή; CS Název nebo ochranná známka dodavatele; DA Leverandørens navn eller varemærke; ET Tarnija nimi või kaubamärk; FI Toimittajan nimi tai tavaramerkki; HR Ime ili zaštitni znak dobavljača; HU A szállító neve vagy védjegye; LT Tiekėjo pavadinimas arba prekių ženklas; LV Piegādātāja nosaukums vai preču zīme; NL Naam of handelsmerk van de leverancier; PL Nazwa lub znak towarowy dostawcy; RO Numele sau marca comercială a furnizorului; SK Meno alebo ochranná známka dodávateľa; SL Ime ali blagovna znamka dobavitelja; SV Leverantörens namn eller varumärke — [1059, 187, 1762, 204]
ec-electric-conventional-symbol: EC elektrischer Kammer — [411, 420, 513, 508]
row-label: Fluid Dynamic Efficiency class — [724, 135, 919, 152]
row-unit: m³/h — [1014, 476, 1059, 500]
compartment-present: Nein — [1924, 736, 2029, 754]
chambers-value: 1 — [411, 320, 650, 340]
row-unit — [1014, 135, 1059, 152]
ec-electric-fan-symbol: EC elektrische Kammer — [411, 508, 513, 576]
electric-label: Elektrisch — [329, 340, 411, 360]
min-temp-label: Minimale Umgebungstemperatur (°C), für die das Kühlgerät ausgelegt ist — [1764, 323, 2029, 357]
multilingual-text: IT Nome o marchio del fornitore; BG Име или търговска марка на доставчика; FR Nom ou marque du fournisseur; DE Name oder Warenzeichen des Lieferanten; ES Nombre o marca comercial del proveedor; PT Nome ou marca comercial do fornecedor; EL Όνομα ή εμπορικό σήμα του προμηθευτή; CS Název nebo ochranná známka dodavatele; DA Leverandørens navn eller varemærke; ET Tarnija nimi või kaubamärk; FI Toimittajan nimi tai tavaramerkki; HR Ime ili zaštitni znak dobavljača; HU A szállító neve vagy védjegye; LT Tiekėjo pavadinimas arba prekių ženklas; LV Piegādātāja nosaukums vai preču zīme; NL Naam of handelsmerk van de leverancier; PL Nazwa lub znak towarowy dostawcy; RO Numele sau marca comercială a furnizorului; SK Meno alebo ochranná známka dodávateľa; SL Ime ali blagovna znamka dobavitelja; SV Leverantörens namn eller varumärke — [1059, 152, 1762, 169]
ec-gas-fan-value: - — [513, 644, 582, 712]
row-value: NA — [919, 366, 1014, 383]
climate-class-label: Klimaklasse: — [2109, 303, 2379, 323]
row-unit: W — [1014, 383, 1059, 401]
